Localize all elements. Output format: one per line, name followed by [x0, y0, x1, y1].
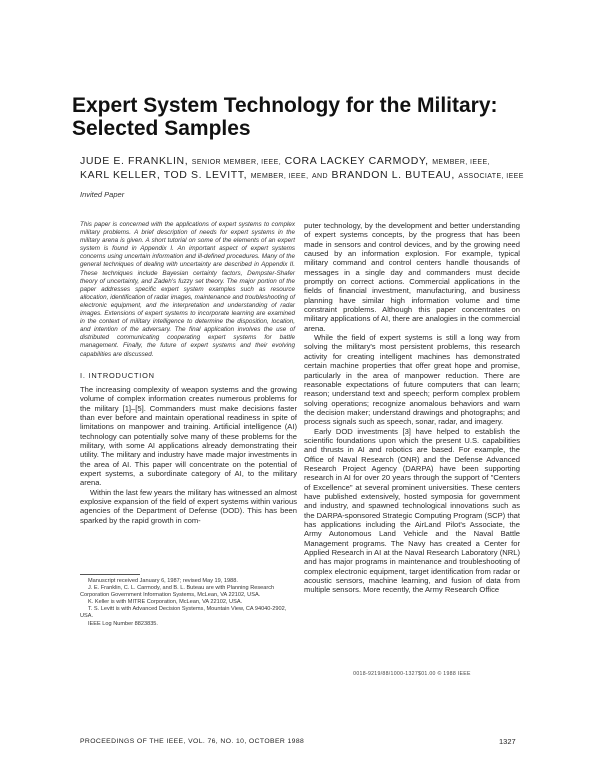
body-paragraph: puter technology, by the development and better understanding of expert systems concepts, by the progress that has been made in sensors and control devices, and by the growing need caused by an information explosion. For example, typical military command and control centers handle thousands of messages in a single day and commanders must decide promptly on correct actions. Commercial applications in the fields of financial investment, manufacturing, and business planning have similar high information volume and time constraint problems. Although this paper concentrates on military applications of AI, there are analogies in the commercial arena. [304, 221, 520, 333]
right-column-body [304, 221, 520, 595]
author-affiliation: MEMBER, IEEE, [250, 173, 309, 180]
page-number: 1327 [499, 737, 516, 746]
author-affiliation: SENIOR MEMBER, IEEE, [191, 159, 282, 166]
doi-line: 0018-9219/88/1000-1327$01.00 © 1988 IEEE [353, 671, 471, 677]
body-paragraph: The increasing complexity of weapon systems and the growing volume of complex information creates numerous problems for the military [1]–[5]. Commanders must make decisions faster than ever before and maintain operational readiness in spite of limitations on manpower and training. Artificial intelligence (AI) technology can potentially solve many of these problems for the military, with some AI applications already demonstrating their utility. The military and industry have made major investments in the area of AI. This paper will concentrate on the potential of expert systems, a subordinate category of AI, to the military arena. [80, 385, 297, 488]
author-list [80, 155, 550, 183]
author-line-1 [80, 155, 550, 169]
author-name: KARL KELLER, [80, 169, 161, 181]
author-affiliation: ASSOCIATE, IEEE [458, 173, 524, 180]
footnotes [80, 578, 295, 628]
footnote: T. S. Levitt is with Advanced Decision Systems, Mountain View, CA 94040-2902, USA. [80, 606, 287, 620]
footnote: Manuscript received January 6, 1987; revised May 19, 1988. [88, 578, 238, 584]
paper-title: Expert System Technology for the Military: Selected Samples [72, 94, 498, 140]
author-affiliation: MEMBER, IEEE, [432, 159, 490, 166]
abstract [80, 221, 295, 359]
footnote-divider [80, 574, 140, 575]
left-column-body [80, 385, 297, 525]
author-name: JUDE E. FRANKLIN, [80, 155, 189, 167]
author-name: CORA LACKEY CARMODY, [284, 155, 429, 167]
body-paragraph: Early DOD investments [3] have helped to establish the scientific foundations upon which the present U.S. capabilities and thrusts in AI and robotics are based. For example, the Office of Naval Research (ONR) and the Defense Advanced Research Project Agency (DARPA) have been supporting research in AI for over 20 years through the support of "Centers of Excellence" at several prominent universities. These centers have published extensively, hosted symposia for government and industry, and spawned technological innovations such as the DARPA-sponsored Strategic Computing Program (SCP) that has applications including the AirLand Pilot's Associate, the Army Autonomous Land Vehicle and the Naval Battle Management programs. The Navy has created a Center for Applied Research in AI at the Naval Research Laboratory (NRL) and has major programs in maintenance and troubleshooting of complex electronic equipment, target identification from radar or acoustic sensors, machine learning, and fusion of data from multiple sensors. More recently, the Army Research Office [304, 426, 520, 595]
body-paragraph: While the field of expert systems is still a long way from solving the military's most persistent problems, this research activity for creating intelligent machines has demonstrated certain machine properties that offer great hope and promise, particularly in the area of manpower reduction. There are reasonable expectations of future computers that can learn; reason; understand text and speech; perform complex problem solving operations; recognize anomalous behaviors and warn the decision maker; understand drawings and photographs; and process signals such as speech, sonar, radar, and imagery. [304, 333, 520, 427]
author-name: BRANDON L. BUTEAU, [331, 169, 455, 181]
section-heading: I. INTRODUCTION [80, 371, 155, 380]
body-paragraph: Within the last few years the military has witnessed an almost explosive expansion of the field of expert systems within various agencies of the Department of Defense (DOD). This has been sparked by the rapid growth in com- [80, 487, 297, 525]
footnote: IEEE Log Number 8823835. [88, 620, 158, 627]
author-conjunction: AND [311, 173, 328, 180]
abstract-text: This paper is concerned with the applications of expert systems to complex military problems. A brief description of needs for expert systems in the military arena is given. A short tutorial on some of the elements of an expert system is found in Appendix I. An important aspect of expert systems concerns using uncertain information and ill-defined procedures. Many of the general techniques of dealing with uncertainty are described in Appendix II. These techniques include Bayesian certainty factors, Dempster-Shafer theory of uncertainty, and Zadeh's fuzzy set theory. The major portion of the paper addresses specific expert system examples such as resource allocation, identification of radar images, maintenance and troubleshooting of electronic equipment, and the interpretation and understanding of radar images. Extensions of expert systems to incorporate learning are examined in the context of military intelligence to determine the disposition, location, and intention of the adversary. The final application involves the use of distributed communicating cooperating expert systems for battle management. Finally, the future of expert systems and their evolving capabilities are discussed. [80, 221, 295, 358]
footnote: J. E. Franklin, C. L. Carmody, and B. L. Buteau are with Planning Research Corporation Government Information Systems, McLean, VA 22102, USA. [80, 585, 275, 599]
author-name: TOD S. LEVITT, [163, 169, 248, 181]
author-line-2 [80, 169, 550, 183]
footnote: K. Keller is with MITRE Corporation, McLean, VA 22102, USA. [88, 599, 243, 606]
journal-footer: PROCEEDINGS OF THE IEEE, VOL. 76, NO. 10, OCTOBER 1988 [80, 738, 305, 745]
paper-type: Invited Paper [80, 190, 125, 199]
